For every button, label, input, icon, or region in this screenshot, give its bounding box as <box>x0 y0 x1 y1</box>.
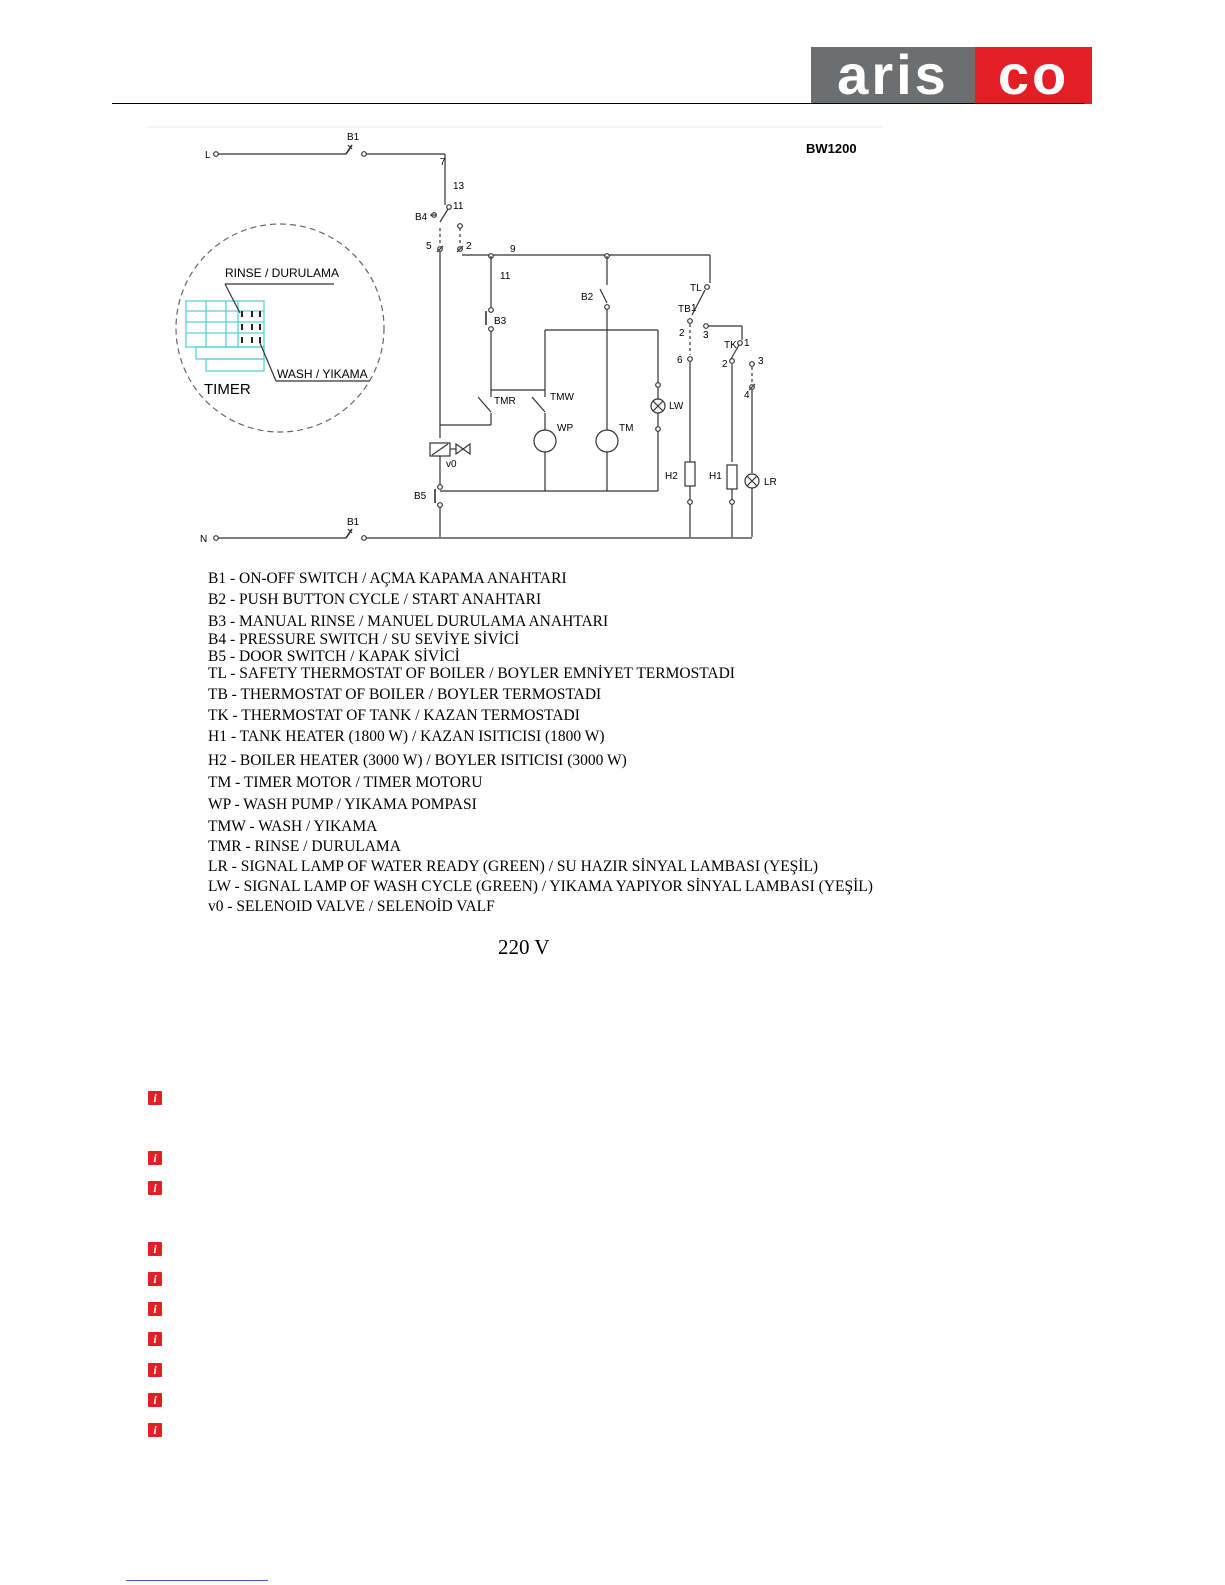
label-wp: WP <box>557 423 574 434</box>
info-icon: i <box>148 1393 162 1407</box>
node-6: 6 <box>677 355 683 366</box>
legend-item: B3 - MANUAL RINSE / MANUEL DURULAMA ANAHTARI <box>208 613 609 630</box>
label-b1-bottom: B1 <box>347 517 360 528</box>
node-2a: 2 <box>679 328 685 339</box>
label-b2: B2 <box>581 292 594 303</box>
node-7: 7 <box>440 157 446 168</box>
legend-item: B4 - PRESSURE SWITCH / SU SEVİYE SİVİCİ <box>208 631 520 648</box>
voltage-label: 220 V <box>498 935 550 959</box>
node-11b: 11 <box>500 271 511 282</box>
legend-item: B2 - PUSH BUTTON CYCLE / START ANAHTARI <box>208 591 542 608</box>
legend-item: B1 - ON-OFF SWITCH / AÇMA KAPAMA ANAHTARI <box>208 570 567 587</box>
model-label: BW1200 <box>806 141 857 156</box>
label-v0: v0 <box>446 459 457 470</box>
node-1a: 1 <box>691 303 697 314</box>
node-2b: 2 <box>722 359 728 370</box>
info-icon: i <box>148 1332 162 1346</box>
info-icon: i <box>148 1363 162 1377</box>
legend-item: LW - SIGNAL LAMP OF WASH CYCLE (GREEN) / YIKAMA YAPIYOR SİNYAL LAMBASI (YEŞİL) <box>208 878 873 895</box>
footer-rule <box>126 1580 268 1581</box>
label-b4: B4 <box>415 212 428 223</box>
node-13: 13 <box>453 181 465 192</box>
legend-item: TMW - WASH / YIKAMA <box>208 818 378 835</box>
label-tk: TK <box>724 340 737 351</box>
arisco-logo <box>811 43 1092 106</box>
legend-item: TMR - RINSE / DURULAMA <box>208 838 401 855</box>
label-tb: TB <box>678 304 691 315</box>
legend-item: TM - TIMER MOTOR / TIMER MOTORU <box>208 774 483 791</box>
legend-item: B5 - DOOR SWITCH / KAPAK SİVİCİ <box>208 648 460 665</box>
label-h1: H1 <box>709 471 722 482</box>
legend-item: H2 - BOILER HEATER (3000 W) / BOYLER ISITICISI (3000 W) <box>208 752 627 769</box>
label-tmw: TMW <box>550 392 574 403</box>
label-b1-top: B1 <box>347 132 360 143</box>
label-n: N <box>200 534 208 545</box>
info-icon: i <box>148 1302 162 1316</box>
info-icon: i <box>148 1272 162 1286</box>
logo-part-1: aris <box>811 47 975 104</box>
label-tmr: TMR <box>494 396 516 407</box>
info-icon: i <box>148 1151 162 1165</box>
logo-part-2: co <box>975 47 1092 104</box>
label-lw: LW <box>669 401 684 412</box>
node-1b: 1 <box>744 338 750 349</box>
info-icon: i <box>148 1181 162 1195</box>
node-5: 5 <box>426 241 432 252</box>
label-tm: TM <box>619 423 634 434</box>
node-9: 9 <box>510 244 516 255</box>
label-b5: B5 <box>414 491 427 502</box>
legend-item: LR - SIGNAL LAMP OF WATER READY (GREEN) / SU HAZIR SİNYAL LAMBASI (YEŞİL) <box>208 858 819 875</box>
node-3b: 3 <box>758 356 764 367</box>
legend-item: TB - THERMOSTAT OF BOILER / BOYLER TERMOSTADI <box>208 686 602 703</box>
node-4: 4 <box>744 390 750 401</box>
node-11a: 11 <box>453 201 464 212</box>
timer-wash-label: WASH / YIKAMA <box>277 367 368 381</box>
info-icon: i <box>148 1242 162 1256</box>
info-icon: i <box>148 1091 162 1105</box>
label-tl: TL <box>690 283 702 294</box>
label-l: L <box>205 150 211 161</box>
legend-item: TK - THERMOSTAT OF TANK / KAZAN TERMOSTADI <box>208 707 580 724</box>
wiring-diagram <box>148 125 888 555</box>
node-3a: 3 <box>703 330 709 341</box>
label-h2: H2 <box>665 471 678 482</box>
legend-item: WP - WASH PUMP / YIKAMA POMPASI <box>208 796 477 813</box>
info-icon: i <box>148 1423 162 1437</box>
timer-title: TIMER <box>204 381 251 398</box>
legend-item: H1 - TANK HEATER (1800 W) / KAZAN ISITICISI (1800 W) <box>208 728 605 745</box>
label-lr: LR <box>764 477 777 488</box>
node-2: 2 <box>466 241 472 252</box>
legend-item: TL - SAFETY THERMOSTAT OF BOILER / BOYLER EMNİYET TERMOSTADI <box>208 665 735 682</box>
header-rule <box>112 103 1084 104</box>
timer-rinse-label: RINSE / DURULAMA <box>225 266 340 280</box>
legend-item: v0 - SELENOID VALVE / SELENOİD VALF <box>208 898 495 915</box>
label-b3: B3 <box>494 316 507 327</box>
